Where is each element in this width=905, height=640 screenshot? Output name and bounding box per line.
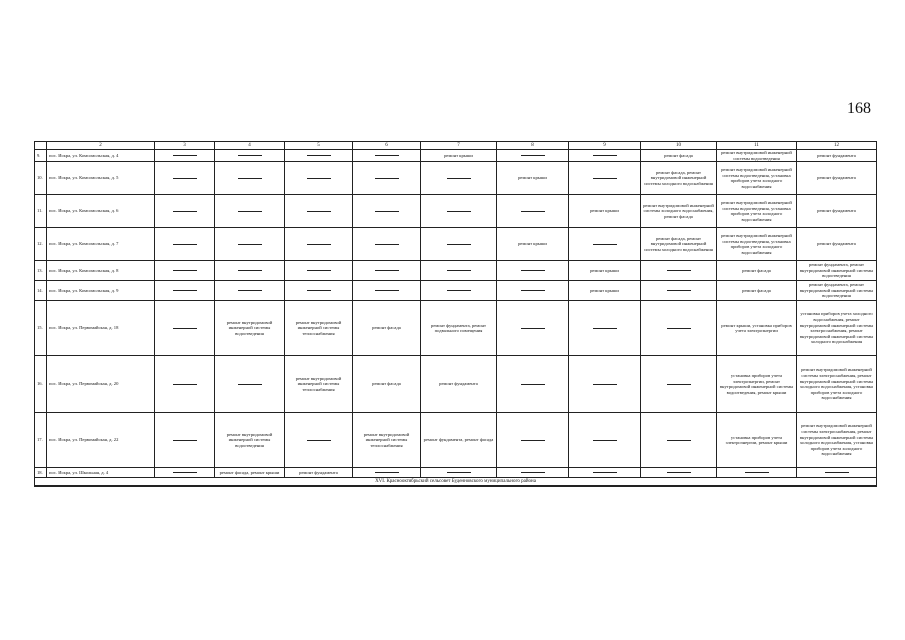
empty-cell-dash: [155, 261, 215, 281]
empty-cell-dash: [215, 150, 285, 162]
dash-mark: [173, 244, 197, 245]
empty-cell-dash: [155, 356, 215, 413]
dash-mark: [173, 290, 197, 291]
empty-cell-dash: [155, 150, 215, 162]
dash-mark: [667, 440, 691, 441]
header-cell: 12: [797, 142, 877, 150]
dash-mark: [593, 472, 617, 473]
work-cell: ремонт внутридомовой инженерной системы водоотведения, установка приборов учета холодного водоснабжения: [717, 228, 797, 261]
empty-cell-dash: [285, 413, 353, 468]
work-cell: установка приборов учета электроэнергии, ремонт внутридомовой инженерной системы водоотведения, ремонт крыши: [717, 356, 797, 413]
dash-mark: [173, 384, 197, 385]
work-cell: ремонт фундамента: [797, 150, 877, 162]
row-number: 15.: [35, 301, 47, 356]
header-row: [35, 142, 877, 150]
dash-mark: [238, 178, 262, 179]
row-number: 16.: [35, 356, 47, 413]
empty-cell-dash: [569, 228, 641, 261]
dash-mark: [521, 270, 545, 271]
row-number: 12.: [35, 228, 47, 261]
work-cell: ремонт внутридомовой инженерной системы водоотведения, установка приборов учета холодного водоснабжения: [717, 162, 797, 195]
dash-mark: [173, 328, 197, 329]
work-cell: ремонт внутридомовой инженерной системы электроснабжения, ремонт внутридомовой инженерной системы холодного водоснабжения, установка приборов учета холодного водоснабжения: [797, 413, 877, 468]
header-cell: 5: [285, 142, 353, 150]
dash-mark: [521, 384, 545, 385]
header-cell: 2: [47, 142, 155, 150]
section-footer-row: [35, 478, 877, 487]
row-address: пос. Искра, ул. Комсомольская, д. 9: [47, 281, 155, 301]
work-cell: ремонт фасада: [353, 301, 421, 356]
dash-mark: [173, 178, 197, 179]
dash-mark: [825, 472, 849, 473]
header-cell: 9: [569, 142, 641, 150]
dash-mark: [593, 155, 617, 156]
empty-cell-dash: [497, 195, 569, 228]
empty-cell-dash: [215, 228, 285, 261]
dash-mark: [447, 270, 471, 271]
work-cell: ремонт внутридомовой инженерной системы теплоснабжения: [285, 301, 353, 356]
empty-cell-dash: [421, 228, 497, 261]
empty-cell-dash: [285, 261, 353, 281]
dash-mark: [521, 472, 545, 473]
dash-mark: [521, 328, 545, 329]
dash-mark: [521, 155, 545, 156]
work-cell: установка приборов учета холодного водоснабжения, ремонт внутридомовой инженерной системы электроснабжения, ремонт внутридомовой инженерной системы холодного водоснабжения: [797, 301, 877, 356]
header-cell: 3: [155, 142, 215, 150]
dash-mark: [238, 270, 262, 271]
empty-cell-dash: [569, 356, 641, 413]
work-cell: ремонт внутридомовой инженерной системы водоотведения: [215, 413, 285, 468]
dash-mark: [307, 178, 331, 179]
dash-mark: [307, 270, 331, 271]
dash-mark: [593, 244, 617, 245]
empty-cell-dash: [797, 468, 877, 478]
empty-cell-dash: [155, 228, 215, 261]
dash-mark: [173, 472, 197, 473]
dash-mark: [307, 155, 331, 156]
table-row: [35, 228, 877, 261]
row-number: 11.: [35, 195, 47, 228]
dash-mark: [447, 290, 471, 291]
row-address: пос. Искра, ул. Комсомольская, д. 8: [47, 261, 155, 281]
row-number: 17.: [35, 413, 47, 468]
row-address: пос. Искра, ул. Комсомольская, д. 7: [47, 228, 155, 261]
row-address: пос. Искра, ул. Первомайская, д. 22: [47, 413, 155, 468]
header-cell: 11: [717, 142, 797, 150]
empty-cell-dash: [353, 228, 421, 261]
empty-cell-dash: [641, 281, 717, 301]
work-cell: ремонт фундамента, ремонт внутридомовой инженерной системы водоотведения: [797, 261, 877, 281]
work-cell: ремонт фундамента: [797, 162, 877, 195]
empty-cell-dash: [569, 301, 641, 356]
empty-cell-dash: [497, 468, 569, 478]
header-cell: 4: [215, 142, 285, 150]
work-cell: ремонт фундамента: [797, 228, 877, 261]
dash-mark: [593, 440, 617, 441]
row-address: пос. Искра, ул. Комсомольская, д. 5: [47, 162, 155, 195]
work-cell: ремонт крыши: [421, 150, 497, 162]
work-cell: ремонт внутридомовой инженерной системы водоотведения: [717, 150, 797, 162]
header-cell-blank: [35, 142, 47, 150]
empty-cell-dash: [155, 195, 215, 228]
work-cell: ремонт внутридомовой инженерной системы водоотведения: [215, 301, 285, 356]
empty-cell-dash: [497, 356, 569, 413]
empty-cell-dash: [285, 195, 353, 228]
table-row: [35, 150, 877, 162]
empty-cell-dash: [421, 195, 497, 228]
empty-cell-dash: [641, 468, 717, 478]
header-cell: 7: [421, 142, 497, 150]
page-number: 168: [847, 100, 871, 117]
work-cell: ремонт фундамента: [285, 468, 353, 478]
dash-mark: [238, 155, 262, 156]
row-number: 18.: [35, 468, 47, 478]
work-cell: ремонт фасада: [717, 261, 797, 281]
work-cell: ремонт фундамента, ремонт внутридомовой инженерной системы водоотведения: [797, 281, 877, 301]
dash-mark: [375, 155, 399, 156]
dash-mark: [375, 472, 399, 473]
work-cell: ремонт крыши: [569, 195, 641, 228]
empty-cell-dash: [569, 468, 641, 478]
empty-cell-dash: [569, 150, 641, 162]
work-cell: ремонт крыши, установка приборов учета электроэнергии: [717, 301, 797, 356]
work-cell: ремонт фасада: [641, 150, 717, 162]
empty-cell-dash: [641, 261, 717, 281]
empty-cell-dash: [569, 413, 641, 468]
table-row: [35, 281, 877, 301]
dash-mark: [238, 211, 262, 212]
dash-mark: [667, 328, 691, 329]
empty-cell-dash: [155, 281, 215, 301]
dash-mark: [593, 178, 617, 179]
empty-cell-dash: [421, 468, 497, 478]
work-cell: ремонт фасада: [717, 281, 797, 301]
work-cell: ремонт крыши: [569, 261, 641, 281]
empty-cell-dash: [497, 281, 569, 301]
work-cell: ремонт внутридомовой инженерной системы теплоснабжения: [353, 413, 421, 468]
empty-cell-dash: [497, 301, 569, 356]
row-address: пос. Искра, ул. Комсомольская, д. 6: [47, 195, 155, 228]
dash-mark: [667, 384, 691, 385]
work-cell: ремонт фасада, ремонт крыши: [215, 468, 285, 478]
work-cell: установка приборов учета электроэнергии, ремонт крыши: [717, 413, 797, 468]
work-cell: ремонт фасада, ремонт внутридомовой инженерной системы холодного водоснабжения: [641, 228, 717, 261]
empty-cell-dash: [215, 261, 285, 281]
dash-mark: [521, 440, 545, 441]
repair-schedule-table: [34, 141, 877, 487]
work-cell: ремонт крыши: [497, 162, 569, 195]
row-address: пос. Искра, ул. Первомайская, д. 20: [47, 356, 155, 413]
empty-cell-dash: [497, 150, 569, 162]
header-cell: 8: [497, 142, 569, 150]
row-address: пос. Искра, ул. Комсомольская, д. 4: [47, 150, 155, 162]
empty-cell-dash: [215, 281, 285, 301]
empty-cell-dash: [353, 195, 421, 228]
work-cell: ремонт внутридомовой инженерной системы электроснабжения, ремонт внутридомовой инженерной системы холодного водоснабжения, установка приборов учета холодного водоснабжения: [797, 356, 877, 413]
dash-mark: [447, 244, 471, 245]
empty-cell-dash: [285, 150, 353, 162]
dash-mark: [447, 178, 471, 179]
dash-mark: [307, 211, 331, 212]
dash-mark: [173, 440, 197, 441]
empty-cell-dash: [353, 281, 421, 301]
dash-mark: [238, 244, 262, 245]
dash-mark: [521, 290, 545, 291]
dash-mark: [375, 290, 399, 291]
empty-cell-dash: [569, 162, 641, 195]
empty-cell-dash: [285, 281, 353, 301]
work-cell: ремонт фундамента, ремонт фасада: [421, 413, 497, 468]
work-cell: ремонт внутридомовой инженерной системы водоотведения, установка приборов учета холодного водоснабжения: [717, 195, 797, 228]
empty-cell-dash: [155, 468, 215, 478]
table-row: [35, 413, 877, 468]
row-address: пос. Искра, ул. Школьная, д. 4: [47, 468, 155, 478]
work-cell: ремонт внутридомовой инженерной системы холодного водоснабжения, ремонт фасада: [641, 195, 717, 228]
table-row: [35, 261, 877, 281]
empty-cell-dash: [353, 468, 421, 478]
empty-cell-dash: [497, 261, 569, 281]
dash-mark: [238, 290, 262, 291]
work-cell: ремонт фундамента, ремонт подвального помещения: [421, 301, 497, 356]
header-cell: 6: [353, 142, 421, 150]
empty-cell-dash: [155, 162, 215, 195]
table-row: [35, 195, 877, 228]
row-address: пос. Искра, ул. Первомайская, д. 18: [47, 301, 155, 356]
table-row: [35, 356, 877, 413]
empty-cell-dash: [421, 261, 497, 281]
empty-cell-dash: [421, 281, 497, 301]
empty-cell-dash: [285, 162, 353, 195]
row-number: 9.: [35, 150, 47, 162]
dash-mark: [667, 290, 691, 291]
empty-cell-dash: [641, 301, 717, 356]
empty-cell-dash: [421, 162, 497, 195]
empty-cell-dash: [497, 413, 569, 468]
table-row: [35, 301, 877, 356]
empty-cell-dash: [155, 413, 215, 468]
dash-mark: [173, 155, 197, 156]
dash-mark: [593, 328, 617, 329]
section-title: XVI. Краснооктябрьский сельсовет Буденновского муниципального района: [35, 478, 877, 487]
dash-mark: [667, 472, 691, 473]
empty-cell-dash: [215, 162, 285, 195]
empty-cell-dash: [353, 261, 421, 281]
empty-cell-dash: [353, 150, 421, 162]
dash-mark: [745, 472, 769, 473]
dash-mark: [375, 211, 399, 212]
empty-cell-dash: [285, 228, 353, 261]
work-cell: ремонт фундамента: [797, 195, 877, 228]
row-number: 10.: [35, 162, 47, 195]
dash-mark: [375, 244, 399, 245]
table-row: [35, 162, 877, 195]
empty-cell-dash: [353, 162, 421, 195]
dash-mark: [307, 290, 331, 291]
table-row: [35, 468, 877, 478]
work-cell: ремонт внутридомовой инженерной системы теплоснабжения: [285, 356, 353, 413]
dash-mark: [375, 178, 399, 179]
header-cell: 10: [641, 142, 717, 150]
work-cell: ремонт фасада: [353, 356, 421, 413]
work-cell: ремонт крыши: [497, 228, 569, 261]
dash-mark: [447, 211, 471, 212]
empty-cell-dash: [641, 413, 717, 468]
empty-cell-dash: [155, 301, 215, 356]
row-number: 14.: [35, 281, 47, 301]
work-cell: ремонт фундамента: [421, 356, 497, 413]
dash-mark: [375, 270, 399, 271]
work-cell: ремонт фасада, ремонт внутридомовой инженерной системы холодного водоснабжения: [641, 162, 717, 195]
empty-cell-dash: [641, 356, 717, 413]
empty-cell-dash: [215, 195, 285, 228]
dash-mark: [521, 211, 545, 212]
dash-mark: [667, 270, 691, 271]
dash-mark: [173, 270, 197, 271]
dash-mark: [238, 384, 262, 385]
row-number: 13.: [35, 261, 47, 281]
empty-cell-dash: [215, 356, 285, 413]
dash-mark: [173, 211, 197, 212]
dash-mark: [593, 384, 617, 385]
dash-mark: [307, 440, 331, 441]
dash-mark: [447, 472, 471, 473]
work-cell: ремонт крыши: [569, 281, 641, 301]
empty-cell-dash: [717, 468, 797, 478]
dash-mark: [307, 244, 331, 245]
